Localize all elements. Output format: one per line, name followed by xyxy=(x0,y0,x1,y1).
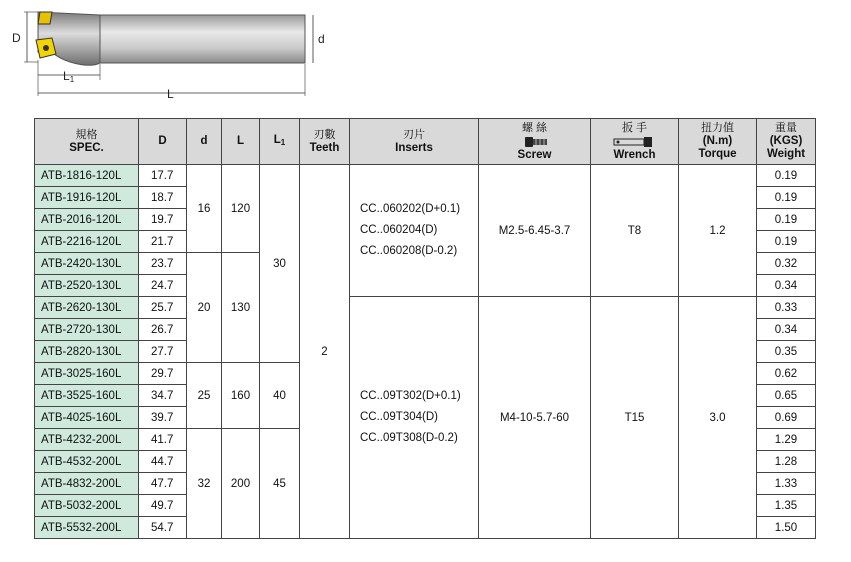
L1-group-cell: 45 xyxy=(260,429,300,539)
screw-group-cell: M2.5-6.45-3.7 xyxy=(479,165,591,297)
D-cell: 39.7 xyxy=(139,407,187,429)
header-inserts: 刃片 Inserts xyxy=(350,119,479,165)
screw-icon xyxy=(515,135,555,149)
torque-group-cell: 1.2 xyxy=(679,165,757,297)
spec-cell: ATB-2016-120L xyxy=(35,209,139,231)
spec-cell: ATB-4025-160L xyxy=(35,407,139,429)
spec-cell: ATB-2820-130L xyxy=(35,341,139,363)
spec-cell: ATB-2420-130L xyxy=(35,253,139,275)
d-group-cell: 25 xyxy=(187,363,222,429)
weight-cell: 1.29 xyxy=(757,429,816,451)
weight-cell: 0.19 xyxy=(757,187,816,209)
header-row xyxy=(35,119,816,165)
spec-cell: ATB-2520-130L xyxy=(35,275,139,297)
weight-cell: 0.19 xyxy=(757,209,816,231)
torque-group-cell: 3.0 xyxy=(679,297,757,539)
D-cell: 49.7 xyxy=(139,495,187,517)
weight-cell: 1.33 xyxy=(757,473,816,495)
D-cell: 19.7 xyxy=(139,209,187,231)
teeth-cell: 2 xyxy=(300,165,350,539)
D-cell: 24.7 xyxy=(139,275,187,297)
header-torque: 扭力值 (N.m) Torque xyxy=(679,119,757,165)
screw-group-cell: M4-10-5.7-60 xyxy=(479,297,591,539)
header-wrench: 扳 手 Wrench xyxy=(591,119,679,165)
spec-cell: ATB-3025-160L xyxy=(35,363,139,385)
tool-holder-diagram xyxy=(0,0,340,110)
header-teeth: 刃數 Teeth xyxy=(300,119,350,165)
header-screw: 螺 絲 Screw xyxy=(479,119,591,165)
weight-cell: 0.19 xyxy=(757,231,816,253)
weight-cell: 0.34 xyxy=(757,319,816,341)
L-group-cell: 120 xyxy=(222,165,260,253)
L-group-cell: 200 xyxy=(222,429,260,539)
D-cell: 41.7 xyxy=(139,429,187,451)
spec-cell: ATB-1916-120L xyxy=(35,187,139,209)
weight-cell: 0.32 xyxy=(757,253,816,275)
weight-cell: 0.34 xyxy=(757,275,816,297)
weight-cell: 0.35 xyxy=(757,341,816,363)
spec-cell: ATB-2620-130L xyxy=(35,297,139,319)
L-group-cell: 130 xyxy=(222,253,260,363)
weight-cell: 0.62 xyxy=(757,363,816,385)
D-cell: 18.7 xyxy=(139,187,187,209)
D-cell: 27.7 xyxy=(139,341,187,363)
weight-cell: 0.19 xyxy=(757,165,816,187)
d-group-cell: 16 xyxy=(187,165,222,253)
dim-L1-label: L1 xyxy=(63,69,75,84)
weight-cell: 1.28 xyxy=(757,451,816,473)
D-cell: 29.7 xyxy=(139,363,187,385)
dim-d-label: d xyxy=(318,32,325,46)
D-cell: 26.7 xyxy=(139,319,187,341)
L-group-cell: 160 xyxy=(222,363,260,429)
weight-cell: 0.65 xyxy=(757,385,816,407)
header-weight: 重量 (KGS) Weight xyxy=(757,119,816,165)
D-cell: 23.7 xyxy=(139,253,187,275)
header-spec: 規格 SPEC. xyxy=(35,119,139,165)
header-D: D xyxy=(139,119,187,165)
header-d: d xyxy=(187,119,222,165)
spec-cell: ATB-4232-200L xyxy=(35,429,139,451)
d-group-cell: 32 xyxy=(187,429,222,539)
weight-cell: 1.35 xyxy=(757,495,816,517)
d-group-cell: 20 xyxy=(187,253,222,363)
header-L1: L1 xyxy=(260,119,300,165)
spec-cell: ATB-2216-120L xyxy=(35,231,139,253)
spec-cell: ATB-5532-200L xyxy=(35,517,139,539)
wrench-group-cell: T8 xyxy=(591,165,679,297)
spec-cell: ATB-4532-200L xyxy=(35,451,139,473)
insert-top xyxy=(38,12,52,24)
wrench-group-cell: T15 xyxy=(591,297,679,539)
spec-cell: ATB-3525-160L xyxy=(35,385,139,407)
tool-shank xyxy=(100,15,305,63)
header-L: L xyxy=(222,119,260,165)
L1-group-cell: 30 xyxy=(260,165,300,363)
inserts-group-cell: CC..060202(D+0.1) CC..060204(D) CC..060208(D-0.2) xyxy=(350,165,479,297)
spec-cell: ATB-2720-130L xyxy=(35,319,139,341)
dim-L-label: L xyxy=(167,87,174,101)
inserts-group-cell: CC..09T302(D+0.1) CC..09T304(D) CC..09T308(D-0.2) xyxy=(350,297,479,539)
wrench-icon xyxy=(610,135,660,149)
table-row xyxy=(35,297,816,319)
D-cell: 54.7 xyxy=(139,517,187,539)
L1-group-cell: 40 xyxy=(260,363,300,429)
D-cell: 25.7 xyxy=(139,297,187,319)
table-row xyxy=(35,165,816,187)
insert-screw xyxy=(43,45,49,51)
weight-cell: 0.69 xyxy=(757,407,816,429)
spec-cell: ATB-5032-200L xyxy=(35,495,139,517)
D-cell: 47.7 xyxy=(139,473,187,495)
spec-cell: ATB-4832-200L xyxy=(35,473,139,495)
weight-cell: 0.33 xyxy=(757,297,816,319)
D-cell: 44.7 xyxy=(139,451,187,473)
spec-cell: ATB-1816-120L xyxy=(35,165,139,187)
dim-D-label: D xyxy=(12,31,21,45)
spec-table xyxy=(34,118,816,539)
D-cell: 17.7 xyxy=(139,165,187,187)
D-cell: 21.7 xyxy=(139,231,187,253)
D-cell: 34.7 xyxy=(139,385,187,407)
weight-cell: 1.50 xyxy=(757,517,816,539)
